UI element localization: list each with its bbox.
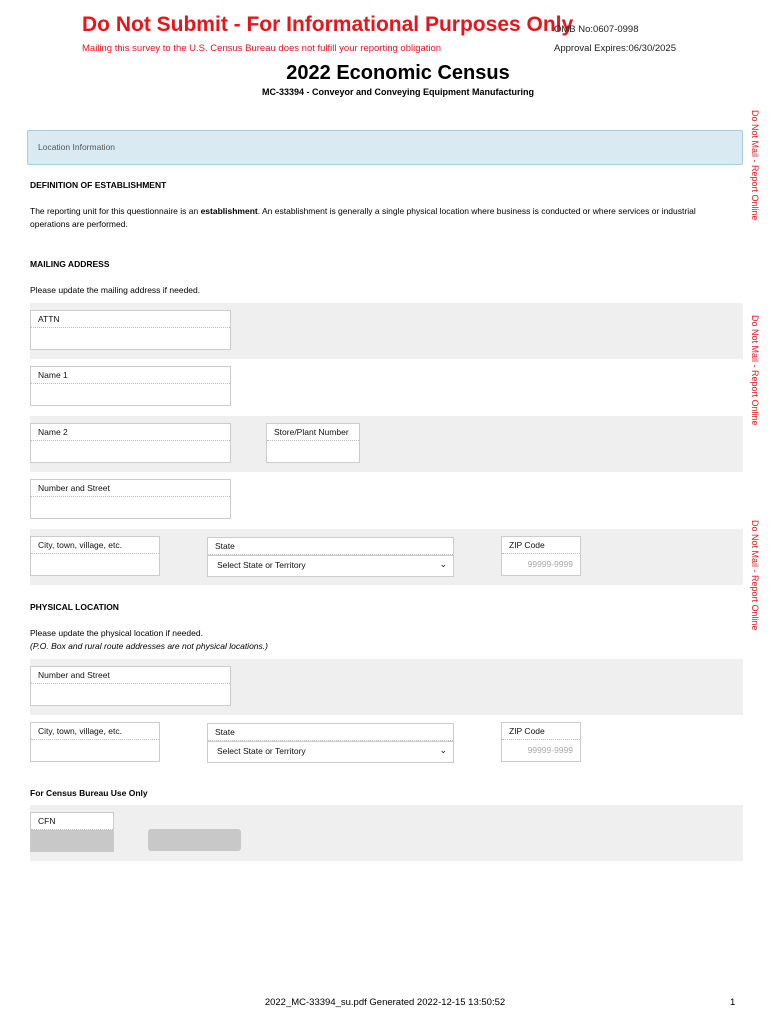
side-note: Do Not Mail - Report Online — [750, 520, 760, 631]
side-note: Do Not Mail - Report Online — [750, 110, 760, 221]
name1-row — [30, 366, 743, 410]
cfn-row — [30, 805, 743, 861]
zip-field[interactable] — [501, 536, 581, 576]
cfn-field — [30, 812, 114, 852]
store-plant-label: Store/Plant Number — [267, 424, 359, 441]
physical-instruction: Please update the physical location if needed. — [30, 628, 203, 638]
page-subtitle: MC-33394 - Conveyor and Conveying Equipment Manufacturing — [261, 87, 535, 97]
zip-input[interactable]: 99999-9999 — [527, 559, 573, 569]
omb-number: OMB No:0607-0998 — [554, 24, 639, 35]
store-plant-input[interactable] — [267, 441, 359, 451]
location-information-label: Location Information — [38, 142, 116, 152]
location-information-bar[interactable] — [27, 130, 743, 165]
census-use-heading: For Census Bureau Use Only — [30, 788, 148, 798]
warning-subtitle: Mailing this survey to the U.S. Census Bureau does not fulfill your reporting obligation — [82, 43, 442, 54]
chevron-down-icon: ⌄ — [439, 559, 447, 569]
physical-street-input[interactable] — [31, 684, 230, 694]
street-field[interactable] — [30, 479, 231, 519]
physical-zip-field[interactable] — [501, 722, 581, 762]
name1-input[interactable] — [31, 384, 230, 394]
city-state-zip-row — [30, 529, 743, 585]
physical-city-input[interactable] — [31, 740, 159, 750]
physical-state-select[interactable]: Select State or Territory ⌄ — [208, 741, 453, 760]
physical-city-field[interactable] — [30, 722, 160, 762]
attn-label: ATTN — [31, 311, 230, 328]
name2-input[interactable] — [31, 441, 230, 451]
physical-location-heading: PHYSICAL LOCATION — [30, 602, 119, 612]
page-number: 1 — [730, 997, 736, 1008]
cfn-value — [31, 830, 113, 852]
physical-street-field[interactable] — [30, 666, 231, 706]
physical-state-field[interactable] — [207, 723, 454, 763]
warning-title: Do Not Submit - For Informational Purposes Only — [82, 13, 574, 36]
name2-field[interactable] — [30, 423, 231, 463]
definition-text: The reporting unit for this questionnaire is an establishment. An establishment is generally a single physical location where business is conducted or where services or industrial operations are performed. — [30, 206, 696, 229]
store-plant-field[interactable] — [266, 423, 360, 463]
physical-city-state-zip-row — [30, 722, 743, 766]
physical-street-row — [30, 659, 743, 715]
mailing-instruction: Please update the mailing address if needed. — [30, 285, 201, 295]
street-label: Number and Street — [31, 480, 230, 497]
physical-zip-input[interactable]: 99999-9999 — [527, 745, 573, 755]
page-title: 2022 Economic Census — [286, 62, 510, 84]
attn-row — [30, 303, 743, 359]
city-label: City, town, village, etc. — [31, 537, 159, 554]
zip-label: ZIP Code — [502, 537, 580, 554]
name2-row — [30, 416, 743, 472]
side-note: Do Not Mail - Report Online — [750, 315, 760, 426]
chevron-down-icon: ⌄ — [439, 745, 447, 755]
state-select[interactable]: Select State or Territory ⌄ — [208, 555, 453, 574]
city-field[interactable] — [30, 536, 160, 576]
approval-expiry: Approval Expires:06/30/2025 — [554, 43, 676, 54]
cfn-label: CFN — [31, 813, 113, 830]
physical-zip-label: ZIP Code — [502, 723, 580, 740]
name1-field[interactable] — [30, 366, 231, 406]
physical-street-label: Number and Street — [31, 667, 230, 684]
mailing-address-heading: MAILING ADDRESS — [30, 259, 110, 269]
state-label: State — [208, 538, 453, 555]
definition-heading: DEFINITION OF ESTABLISHMENT — [30, 180, 167, 190]
street-row — [30, 479, 743, 523]
cfn-secondary-box — [148, 829, 241, 851]
physical-state-label: State — [208, 724, 453, 741]
street-input[interactable] — [31, 497, 230, 507]
city-input[interactable] — [31, 554, 159, 564]
footer-generated: 2022_MC-33394_su.pdf Generated 2022-12-15 13:50:52 — [264, 997, 506, 1008]
attn-field[interactable] — [30, 310, 231, 350]
state-field[interactable] — [207, 537, 454, 577]
name2-label: Name 2 — [31, 424, 230, 441]
name1-label: Name 1 — [31, 367, 230, 384]
physical-city-label: City, town, village, etc. — [31, 723, 159, 740]
attn-input[interactable] — [31, 328, 230, 338]
physical-note: (P.O. Box and rural route addresses are not physical locations.) — [30, 641, 268, 651]
